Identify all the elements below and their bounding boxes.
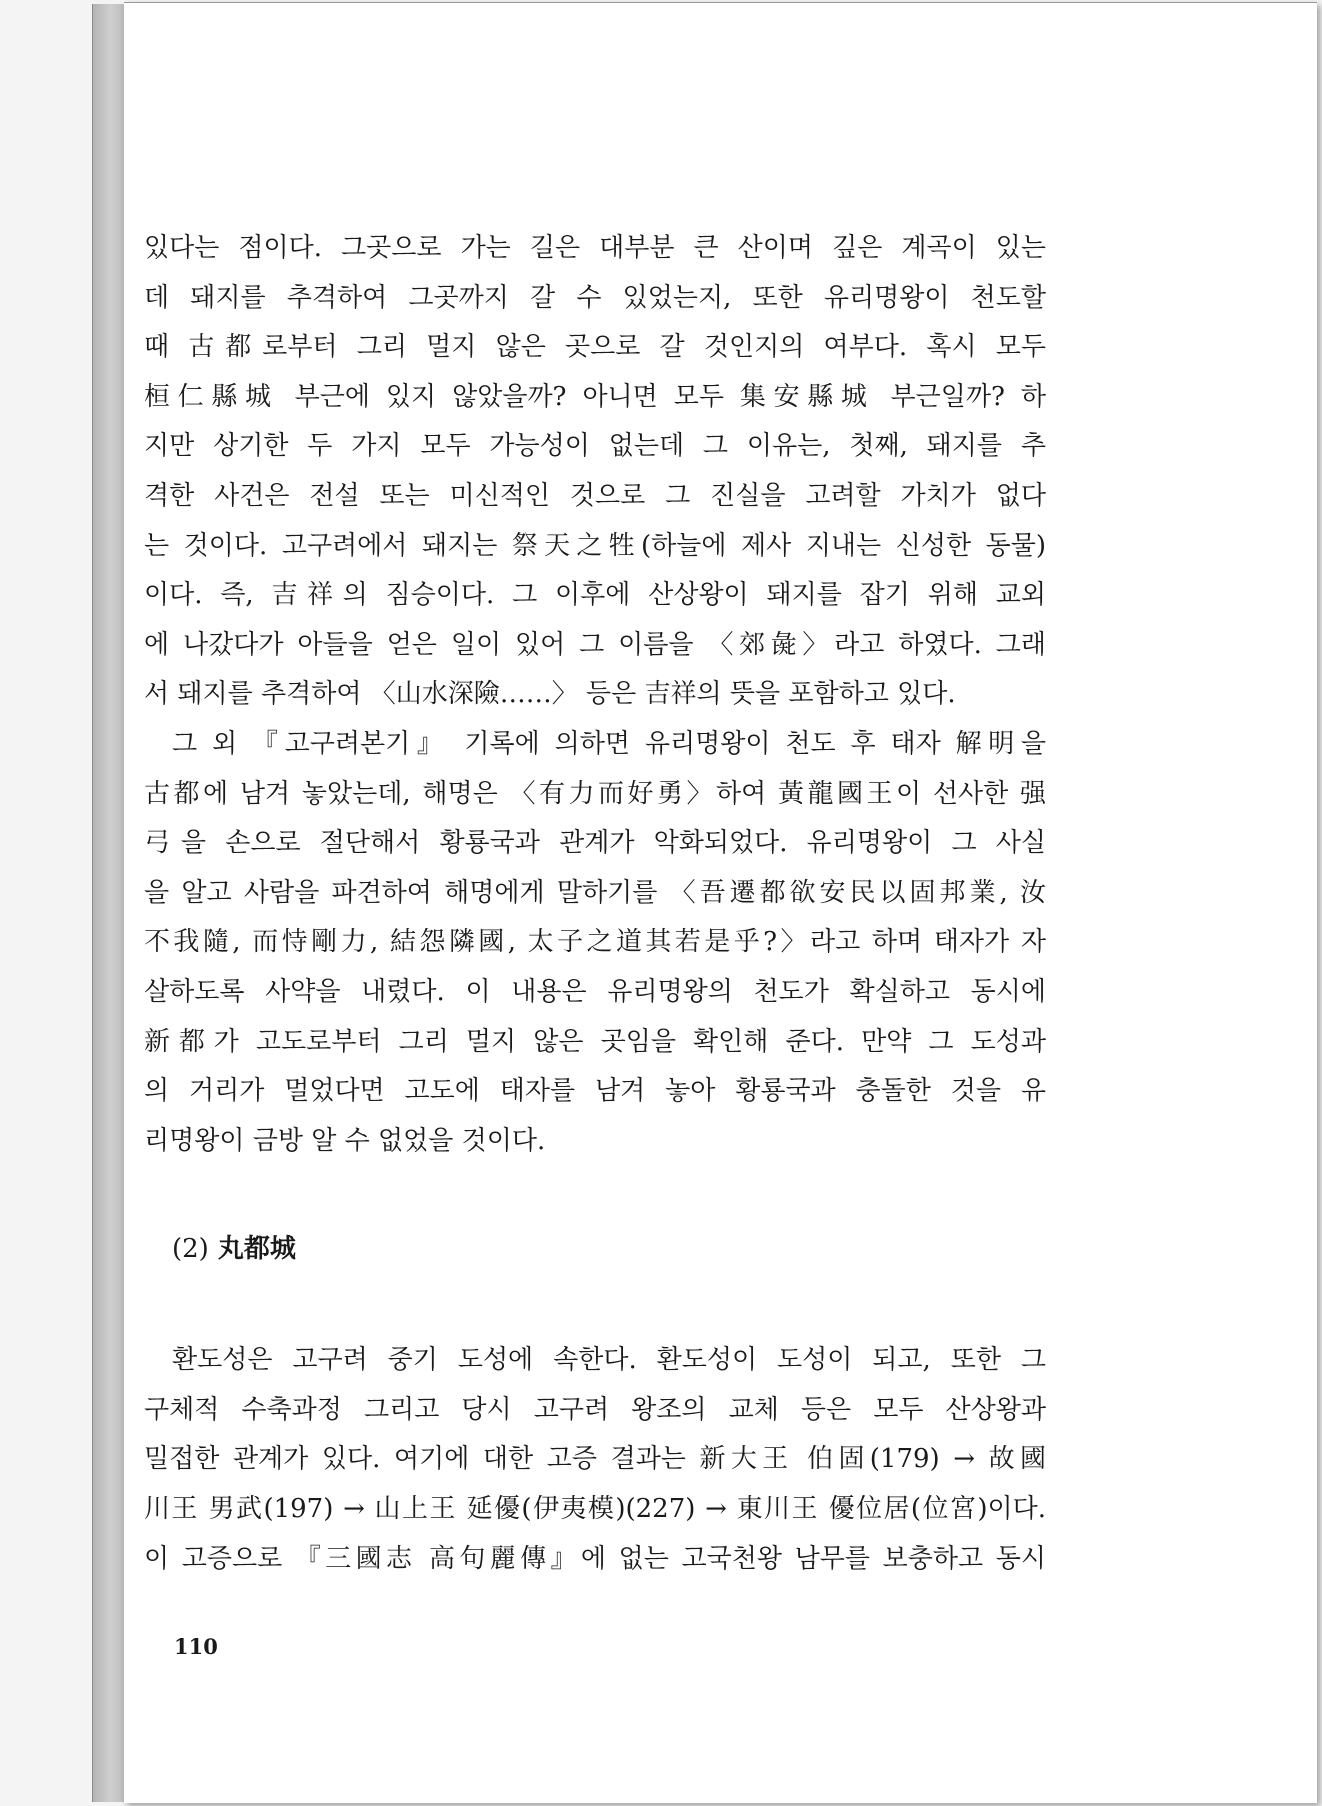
text-line: 밀접한 관계가 있다. 여기에 대한 고증 결과는 新大王 伯固(179) → 故國 (144, 1444, 1046, 1475)
page-body (144, 224, 1046, 1584)
text-line: 리명왕이 금방 알 수 없었을 것이다. (144, 1125, 546, 1156)
text-line: 환도성은 고구려 중기 도성에 속한다. 환도성이 도성이 되고, 또한 그 (172, 1345, 1046, 1376)
text-line: 에 나갔다가 아들을 얻은 일이 있어 그 이름을 〈郊彘〉라고 하였다. 그래 (144, 629, 1046, 660)
text-line: 는 것이다. 고구려에서 돼지는 祭天之牲(하늘에 제사 지내는 신성한 동물) (144, 530, 1046, 561)
paragraph-3 (144, 1336, 1046, 1584)
text-line: 弓을 손으로 절단해서 황룡국과 관계가 악화되었다. 유리명왕이 그 사실 (144, 828, 1046, 859)
text-line: 古都에 남겨 놓았는데, 해명은 〈有力而好勇〉하여 黃龍國王이 선사한 强 (144, 778, 1046, 809)
section-number: (2) (172, 1234, 209, 1265)
text-line: 구체적 수축과정 그리고 당시 고구려 왕조의 교체 등은 모두 산상왕과 (144, 1394, 1046, 1425)
page-number: 110 (174, 1634, 218, 1659)
text-line: 이 고증으로 『三國志 高句麗傳』에 없는 고국천왕 남무를 보충하고 동시 (144, 1543, 1046, 1574)
section-heading (144, 1224, 1046, 1274)
book-spine (92, 4, 125, 1802)
text-line: 그 외 『고구려본기』 기록에 의하면 유리명왕이 천도 후 태자 解明을 (172, 728, 1046, 759)
text-line: 격한 사건은 전설 또는 미신적인 것으로 그 진실을 고려할 가치가 없다 (144, 480, 1046, 511)
paragraph-1 (144, 224, 1046, 720)
text-line: 의 거리가 멀었다면 고도에 태자를 남겨 놓아 황룡국과 충돌한 것을 유 (144, 1076, 1046, 1107)
text-line: 서 돼지를 추격하여 〈山水深險……〉 등은 吉祥의 뜻을 포함하고 있다. (144, 679, 956, 710)
text-line: 지만 상기한 두 가지 모두 가능성이 없는데 그 이유는, 첫째, 돼지를 추 (144, 431, 1046, 462)
text-line: 新都가 고도로부터 그리 멀지 않은 곳임을 확인해 준다. 만약 그 도성과 (144, 1026, 1046, 1057)
text-line: 을 알고 사람을 파견하여 해명에게 말하기를 〈吾遷都欲安民以固邦業, 汝 (144, 877, 1046, 908)
text-line: 桓仁縣城 부근에 있지 않았을까? 아니면 모두 集安縣城 부근일까? 하 (144, 381, 1046, 412)
text-line: 이다. 즉, 吉祥의 짐승이다. 그 이후에 산상왕이 돼지를 잡기 위해 교외 (144, 580, 1046, 611)
text-line: 川王 男武(197) → 山上王 延優(伊夷模)(227) → 東川王 優位居(位宮)이다. (144, 1494, 1046, 1525)
section-title: 丸都城 (217, 1234, 296, 1265)
text-line: 살하도록 사약을 내렸다. 이 내용은 유리명왕의 천도가 확실하고 동시에 (144, 976, 1046, 1007)
text-line: 때 古都로부터 그리 멀지 않은 곳으로 갈 것인지의 여부다. 혹시 모두 (144, 332, 1046, 363)
paragraph-2 (144, 720, 1046, 1166)
text-line: 不我隨, 而恃剛力, 結怨隣國, 太子之道其若是乎?〉라고 하며 태자가 자 (144, 927, 1046, 958)
text-line: 있다는 점이다. 그곳으로 가는 길은 대부분 큰 산이며 깊은 계곡이 있는 (144, 233, 1046, 263)
text-line: 데 돼지를 추격하여 그곳까지 갈 수 있었는지, 또한 유리명왕이 천도할 (144, 282, 1046, 313)
